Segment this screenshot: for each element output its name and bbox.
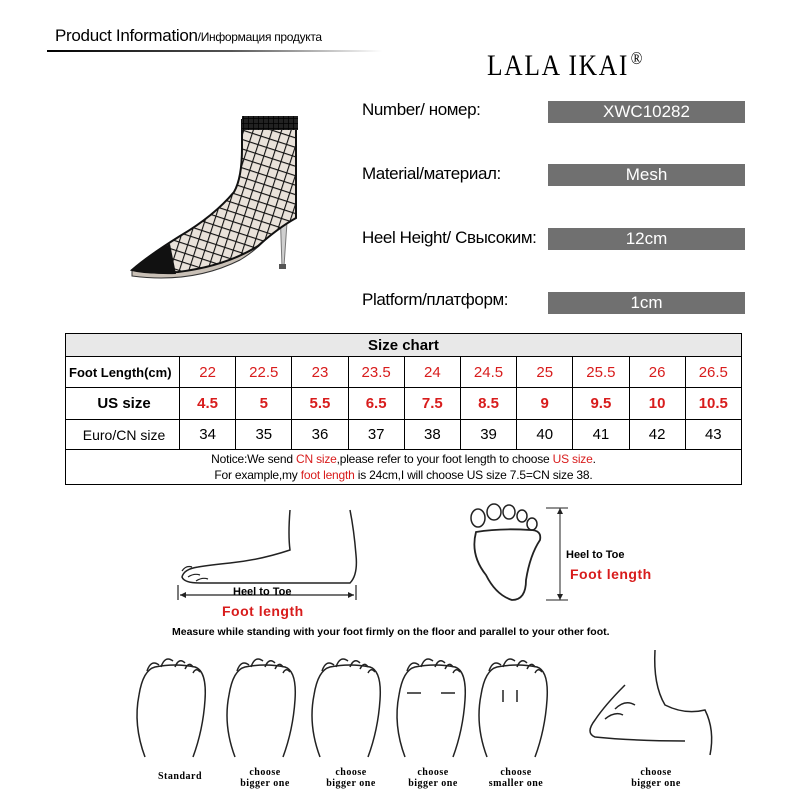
notice-text: . [592,452,596,466]
toe-label-line1: choose [500,767,532,778]
table-cell: 23.5 [348,357,404,388]
notice-highlight: US size [552,452,593,466]
table-cell: 10.5 [685,388,741,420]
table-cell: 42 [629,420,685,450]
page-title-ru: /Информация продукта [197,30,322,44]
table-cell: 24.5 [460,357,516,388]
spec-label-number: Number/ номер: [362,100,481,119]
spec-value-heel-height: 12cm [548,228,745,250]
table-cell: 9.5 [573,388,629,420]
table-cell: 24 [404,357,460,388]
foot-length-label-sole: Foot length [570,566,652,582]
spec-label-heel-height: Heel Height/ Свысоким: [362,228,537,247]
table-cell: 39 [460,420,516,450]
table-cell: 22.5 [236,357,292,388]
toe-label-1 [140,771,220,782]
table-cell: 41 [573,420,629,450]
table-row [66,420,742,450]
size-chart-table [65,333,742,485]
row-label-euro-cn-size: Euro/CN size [66,420,180,450]
table-cell: 9 [517,388,573,420]
page-title [55,26,322,46]
spec-label-platform: Platform/платформ: [362,290,509,309]
table-cell: 7.5 [404,388,460,420]
table-row [66,357,742,388]
table-cell: 40 [517,420,573,450]
spec-value-number: XWC10282 [548,101,745,123]
table-cell: 25.5 [573,357,629,388]
table-cell: 25 [517,357,573,388]
toe-label-line1: choose [249,767,281,778]
side-foot-diagram [170,505,370,615]
toe-label-line2: bigger one [240,778,290,789]
table-cell: 22 [180,357,236,388]
spec-value-material: Mesh [548,164,745,186]
row-label-foot-length: Foot Length(cm) [66,357,180,388]
toe-label-4 [393,767,473,789]
heel-to-toe-label-side: Heel to Toe [233,586,292,598]
toe-label-line1: choose [640,767,672,778]
foot-length-label-side: Foot length [222,603,304,619]
table-cell: 5 [236,388,292,420]
table-cell: 34 [180,420,236,450]
notice-row [66,450,742,485]
product-image [118,108,318,298]
table-cell: 4.5 [180,388,236,420]
toe-label-3 [311,767,391,789]
notice-line-1 [66,451,741,467]
brand-name: LALA IKAI [487,49,630,82]
table-cell: 23 [292,357,348,388]
notice-highlight: CN size [296,452,337,466]
spec-label-material: Material/материал: [362,164,501,183]
toe-label-5 [476,767,556,789]
notice-text: Notice:We send [211,452,296,466]
toe-label-line1: choose [335,767,367,778]
toe-label-line2: smaller one [488,778,544,789]
notice-line-2 [66,467,741,483]
table-cell: 26 [629,357,685,388]
toe-label-2 [225,767,305,789]
spec-value-platform: 1cm [548,292,745,314]
table-cell: 35 [236,420,292,450]
toe-label-line2: bigger one [326,778,376,789]
size-chart-title-row [66,334,742,357]
table-cell: 38 [404,420,460,450]
table-cell: 36 [292,420,348,450]
row-label-us-size: US size [66,388,180,420]
notice-highlight: foot length [300,468,355,482]
toe-label-line1: choose [417,767,449,778]
size-notice [66,450,742,485]
toe-label-line1: Standard [157,771,202,782]
table-cell: 6.5 [348,388,404,420]
table-row [66,388,742,420]
toe-label-6 [616,767,696,789]
toe-label-line2: bigger one [631,778,681,789]
measure-instruction: Measure while standing with your foot firmly on the floor and parallel to your other foot. [172,626,610,638]
size-chart-title: Size chart [66,334,742,357]
notice-text: ,please refer to your foot length to choose [336,452,553,466]
notice-text: is 24cm,I will choose US size 7.5=CN size 38. [354,468,593,482]
table-cell: 43 [685,420,741,450]
header-underline [47,50,382,52]
brand-logo [487,48,644,83]
table-cell: 5.5 [292,388,348,420]
registered-mark: ® [630,48,645,68]
table-cell: 8.5 [460,388,516,420]
notice-text: For example,my [214,468,301,482]
heel-to-toe-label-sole: Heel to Toe [566,549,625,561]
table-cell: 37 [348,420,404,450]
toe-label-line2: bigger one [408,778,458,789]
toe-shapes-diagram [125,645,735,765]
page-title-en: Product Information [55,26,198,45]
table-cell: 10 [629,388,685,420]
table-cell: 26.5 [685,357,741,388]
